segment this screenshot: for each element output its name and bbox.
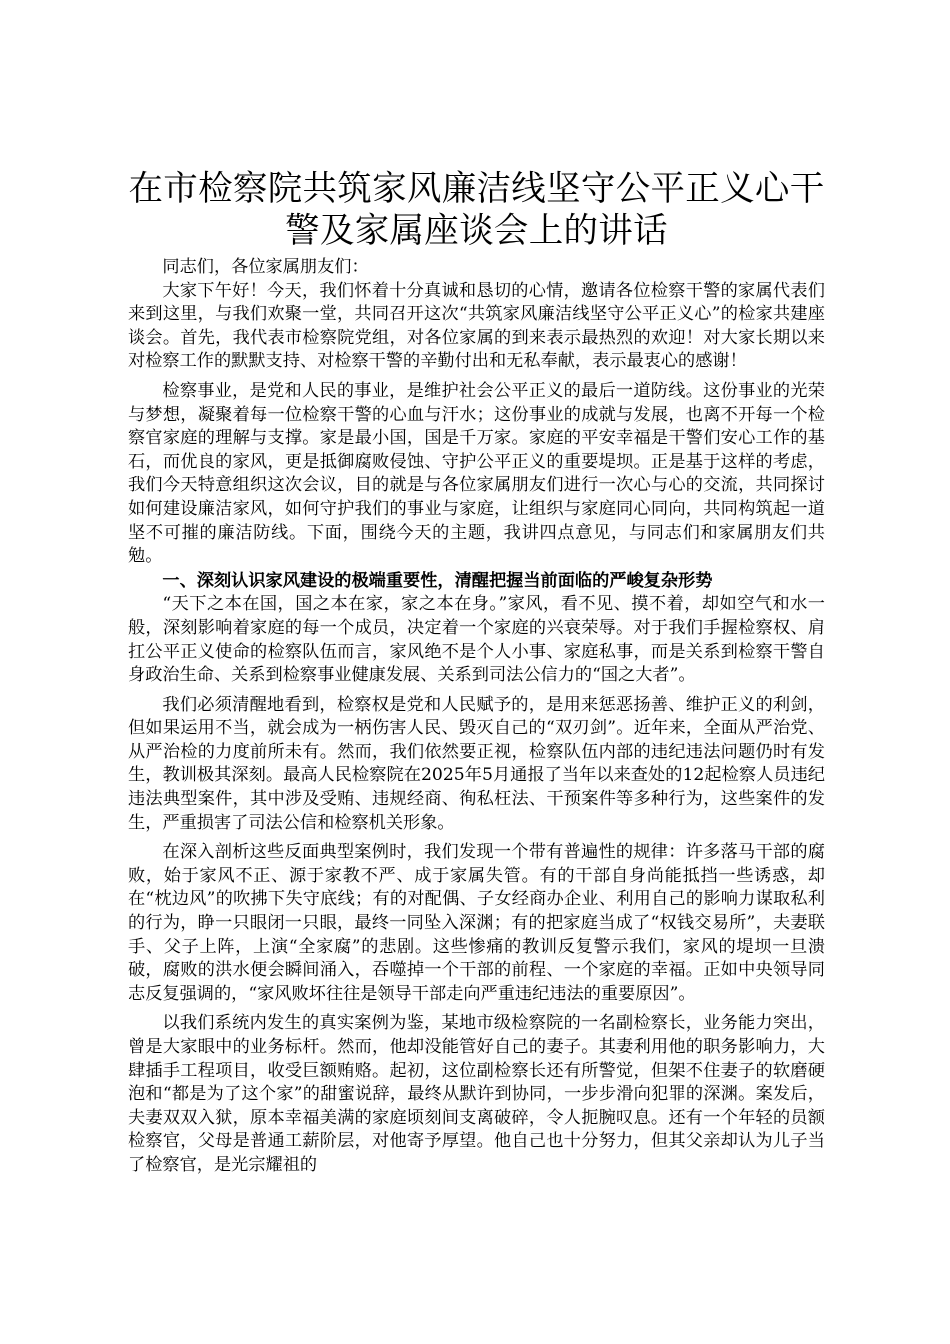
section-paragraph-2: 我们必须清醒地看到，检察权是党和人民赋予的，是用来惩恶扬善、维护正义的利剑，但如果运用不当，就会成为一柄伤害人民、毁灭自己的“双刃剑”。近年来，全面从严治党、从严治检的力度前所未有。然而，我们依然要正视，检察队伍内部的违纪违法问题仍时有发生，教训极其深刻。最高人民检察院在2025年5月通报了当年以来查处的12起检察人员违纪违法典型案件，其中涉及受贿、违规经商、徇私枉法、干预案件等多种行为，这些案件的发生，严重损害了司法公信和检察机关形象。 (128, 694, 825, 833)
section-heading: 一、深刻认识家风建设的极端重要性，清醒把握当前面临的严峻复杂形势 (162, 570, 713, 591)
document-page (128, 168, 825, 1178)
salutation: 同志们，各位家属朋友们： (162, 257, 369, 277)
document-title: 在市检察院共筑家风廉洁线坚守公平正义心干警及家属座谈会上的讲话 (128, 169, 825, 251)
section-paragraph-3: 在深入剖析这些反面典型案例时，我们发现一个带有普遍性的规律：许多落马干部的腐败，始于家风不正、源于家教不严、成于家属失管。有的干部自身尚能抵挡一些诱惑，却在“枕边风”的吹拂下失守底线；有的对配偶、子女经商办企业、利用自己的影响力谋取私利的行为，睁一只眼闭一只眼，最终一同坠入深渊；有的把家庭当成了“权钱交易所”，夫妻联手、父子上阵，上演“全家腐”的悲剧。这些惨痛的教训反复警示我们，家风的堤坝一旦溃破，腐败的洪水便会瞬间涌入，吞噬掉一个干部的前程、一个家庭的幸福。正如中央领导同志反复强调的，“家风败坏往往是领导干部走向严重违纪违法的重要原因”。 (128, 842, 825, 1004)
body-paragraph-2: 检察事业，是党和人民的事业，是维护社会公平正义的最后一道防线。这份事业的光荣与梦想，凝聚着每一位检察干警的心血与汗水；这份事业的成就与发展，也离不开每一个检察官家庭的理解与支撑。家是最小国，国是千万家。家庭的平安幸福是干警们安心工作的基石，而优良的家风，更是抵御腐败侵蚀、守护公平正义的重要堤坝。正是基于这样的考虑，我们今天特意组织这次会议，目的就是与各位家属朋友们进行一次心与心的交流，共同探讨如何建设廉洁家风，如何守护我们的事业与家庭，让组织与家庭同心同向，共同构筑起一道坚不可摧的廉洁防线。下面，围绕今天的主题，我讲四点意见，与同志们和家属朋友们共勉。 (128, 380, 825, 567)
body-paragraph-1: 大家下午好！今天，我们怀着十分真诚和恳切的心情，邀请各位检察干警的家属代表们来到这里，与我们欢聚一堂，共同召开这次“共筑家风廉洁线坚守公平正义心”的检家共建座谈会。首先，我代表市检察院党组，对各位家属的到来表示最热烈的欢迎！对大家长期以来对检察工作的默默支持、对检察干警的辛勤付出和无私奉献，表示最衷心的感谢！ (128, 280, 825, 372)
section-paragraph-4: 以我们系统内发生的真实案例为鉴，某地市级检察院的一名副检察长，业务能力突出，曾是大家眼中的业务标杆。然而，他却没能管好自己的妻子。其妻利用他的职务影响力，大肆插手工程项目，收受巨额贿赂。起初，这位副检察长还有所警觉，但架不住妻子的软磨硬泡和“都是为了这个家”的甜蜜说辞，最终从默许到协同，一步步滑向犯罪的深渊。案发后，夫妻双双入狱，原本幸福美满的家庭顷刻间支离破碎，令人扼腕叹息。还有一个年轻的员额检察官，父母是普通工薪阶层，对他寄予厚望。他自己也十分努力，但其父亲却认为儿子当了检察官，是光宗耀祖的 (128, 1013, 825, 1175)
section-paragraph-1: “天下之本在国，国之本在家，家之本在身。”家风，看不见、摸不着，却如空气和水一般，深刻影响着家庭的每一个成员，决定着一个家庭的兴衰荣辱。对于我们手握检察权、肩扛公平正义使命的检察队伍而言，家风绝不是个人小事、家庭私事，而是关系到检察干警自身政治生命、关系到检察事业健康发展、关系到司法公信力的“国之大者”。 (128, 594, 825, 686)
